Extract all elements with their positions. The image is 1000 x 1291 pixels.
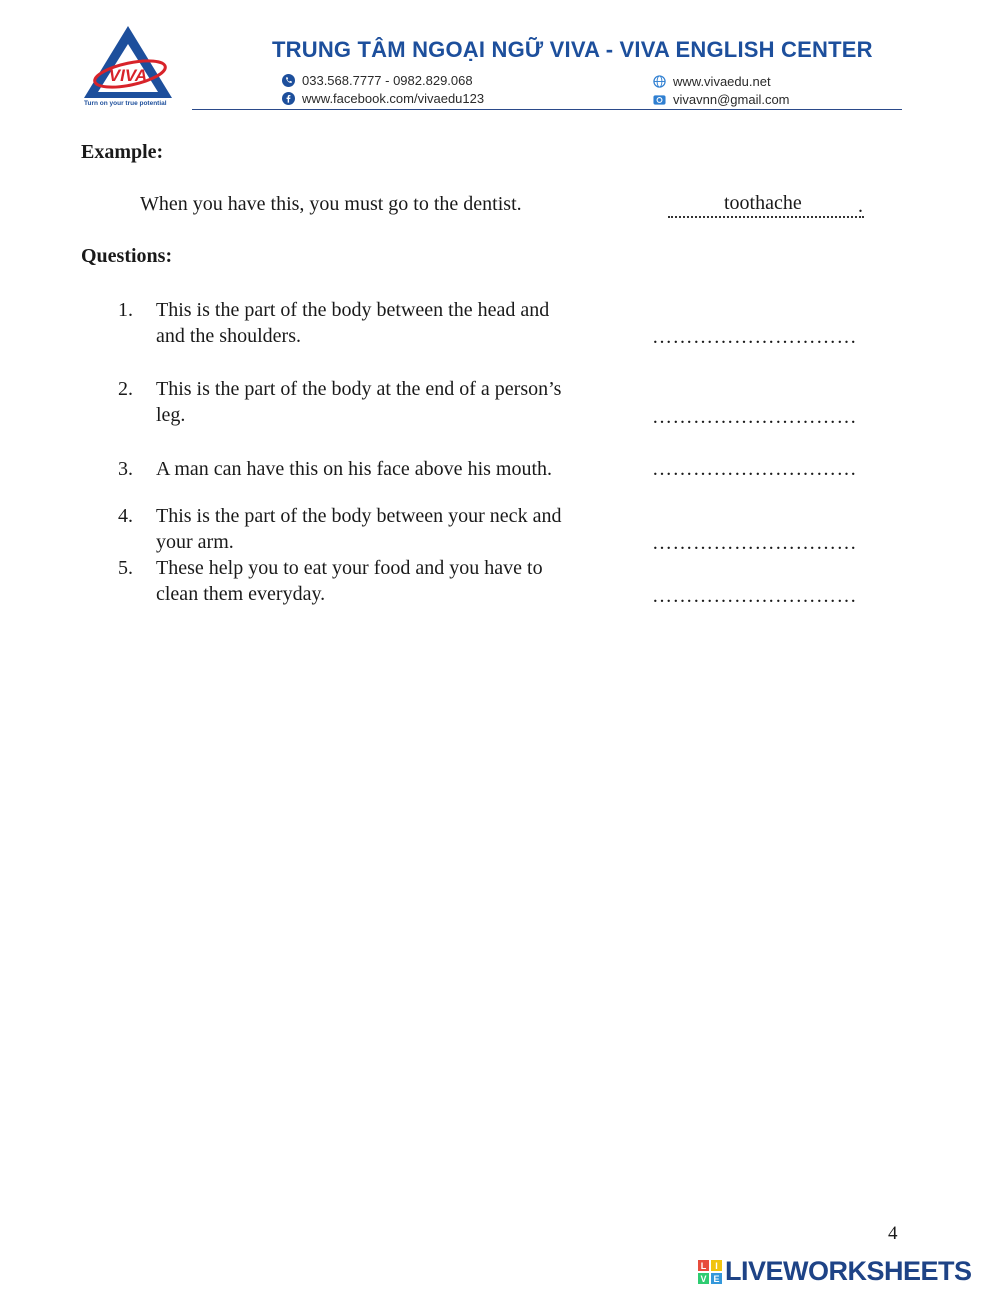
answer-blank-5[interactable]: ………………………… [652, 585, 857, 607]
page-number: 4 [888, 1223, 898, 1244]
phone-icon [282, 74, 295, 87]
example-terminator: . [858, 195, 863, 217]
answer-blank-3[interactable]: ………………………… [652, 458, 857, 480]
question-line: This is the part of the body between your neck and [156, 505, 562, 527]
question-number: 3. [118, 458, 133, 480]
example-answer-blank [668, 192, 864, 218]
logo-tagline: Turn on your true potential [84, 100, 167, 107]
question-number: 2. [118, 378, 133, 400]
center-title: TRUNG TÂM NGOẠI NGỮ VIVA - VIVA ENGLISH CENTER [272, 37, 873, 62]
example-answer-text: toothache [724, 192, 802, 214]
answer-blank-1[interactable]: ………………………… [652, 326, 857, 348]
question-line: These help you to eat your food and you have to [156, 557, 543, 579]
logo-wordmark: VIVA [108, 66, 148, 85]
logo-square-letter: V [700, 1273, 707, 1284]
question-number: 4. [118, 505, 133, 527]
letterhead [80, 22, 902, 114]
globe-icon [653, 75, 666, 88]
email-icon [653, 93, 666, 106]
question-line: leg. [156, 404, 186, 426]
contact-website [653, 74, 771, 89]
question-text [156, 503, 636, 555]
liveworksheets-logo-icon [698, 1260, 722, 1284]
question-text [156, 376, 636, 428]
question-line: and the shoulders. [156, 325, 301, 347]
logo-square-letter: I [715, 1260, 718, 1271]
facebook-icon [282, 92, 295, 105]
email-text: vivavnn@gmail.com [673, 92, 790, 107]
answer-blank-2[interactable]: ………………………… [652, 406, 857, 428]
question-text [156, 555, 636, 607]
header-divider [192, 109, 902, 110]
question-line: clean them everyday. [156, 583, 326, 605]
question-text [156, 297, 636, 349]
example-sentence: When you have this, you must go to the dentist. [140, 193, 522, 215]
contact-email [653, 92, 790, 107]
phone-text: 033.568.7777 - 0982.829.068 [302, 73, 473, 88]
question-line: A man can have this on his face above his mouth. [156, 458, 553, 480]
question-text [156, 456, 636, 482]
question-line: This is the part of the body between the head and [156, 299, 550, 321]
website-text: www.vivaedu.net [673, 74, 771, 89]
answer-blank-4[interactable]: ………………………… [652, 532, 857, 554]
contact-phone [282, 73, 473, 88]
question-number: 5. [118, 557, 133, 579]
logo-square-letter: L [700, 1260, 707, 1271]
contact-facebook [282, 91, 484, 106]
example-heading: Example: [81, 141, 164, 163]
question-line: your arm. [156, 531, 234, 553]
liveworksheets-wordmark: LIVEWORKSHEETS [725, 1256, 972, 1286]
questions-heading: Questions: [81, 245, 173, 267]
question-line: This is the part of the body at the end of a person’s [156, 378, 562, 400]
facebook-text: www.facebook.com/vivaedu123 [302, 91, 485, 106]
question-number: 1. [118, 299, 133, 321]
liveworksheets-brand[interactable] [698, 1256, 972, 1287]
logo-square-letter: E [713, 1273, 720, 1284]
